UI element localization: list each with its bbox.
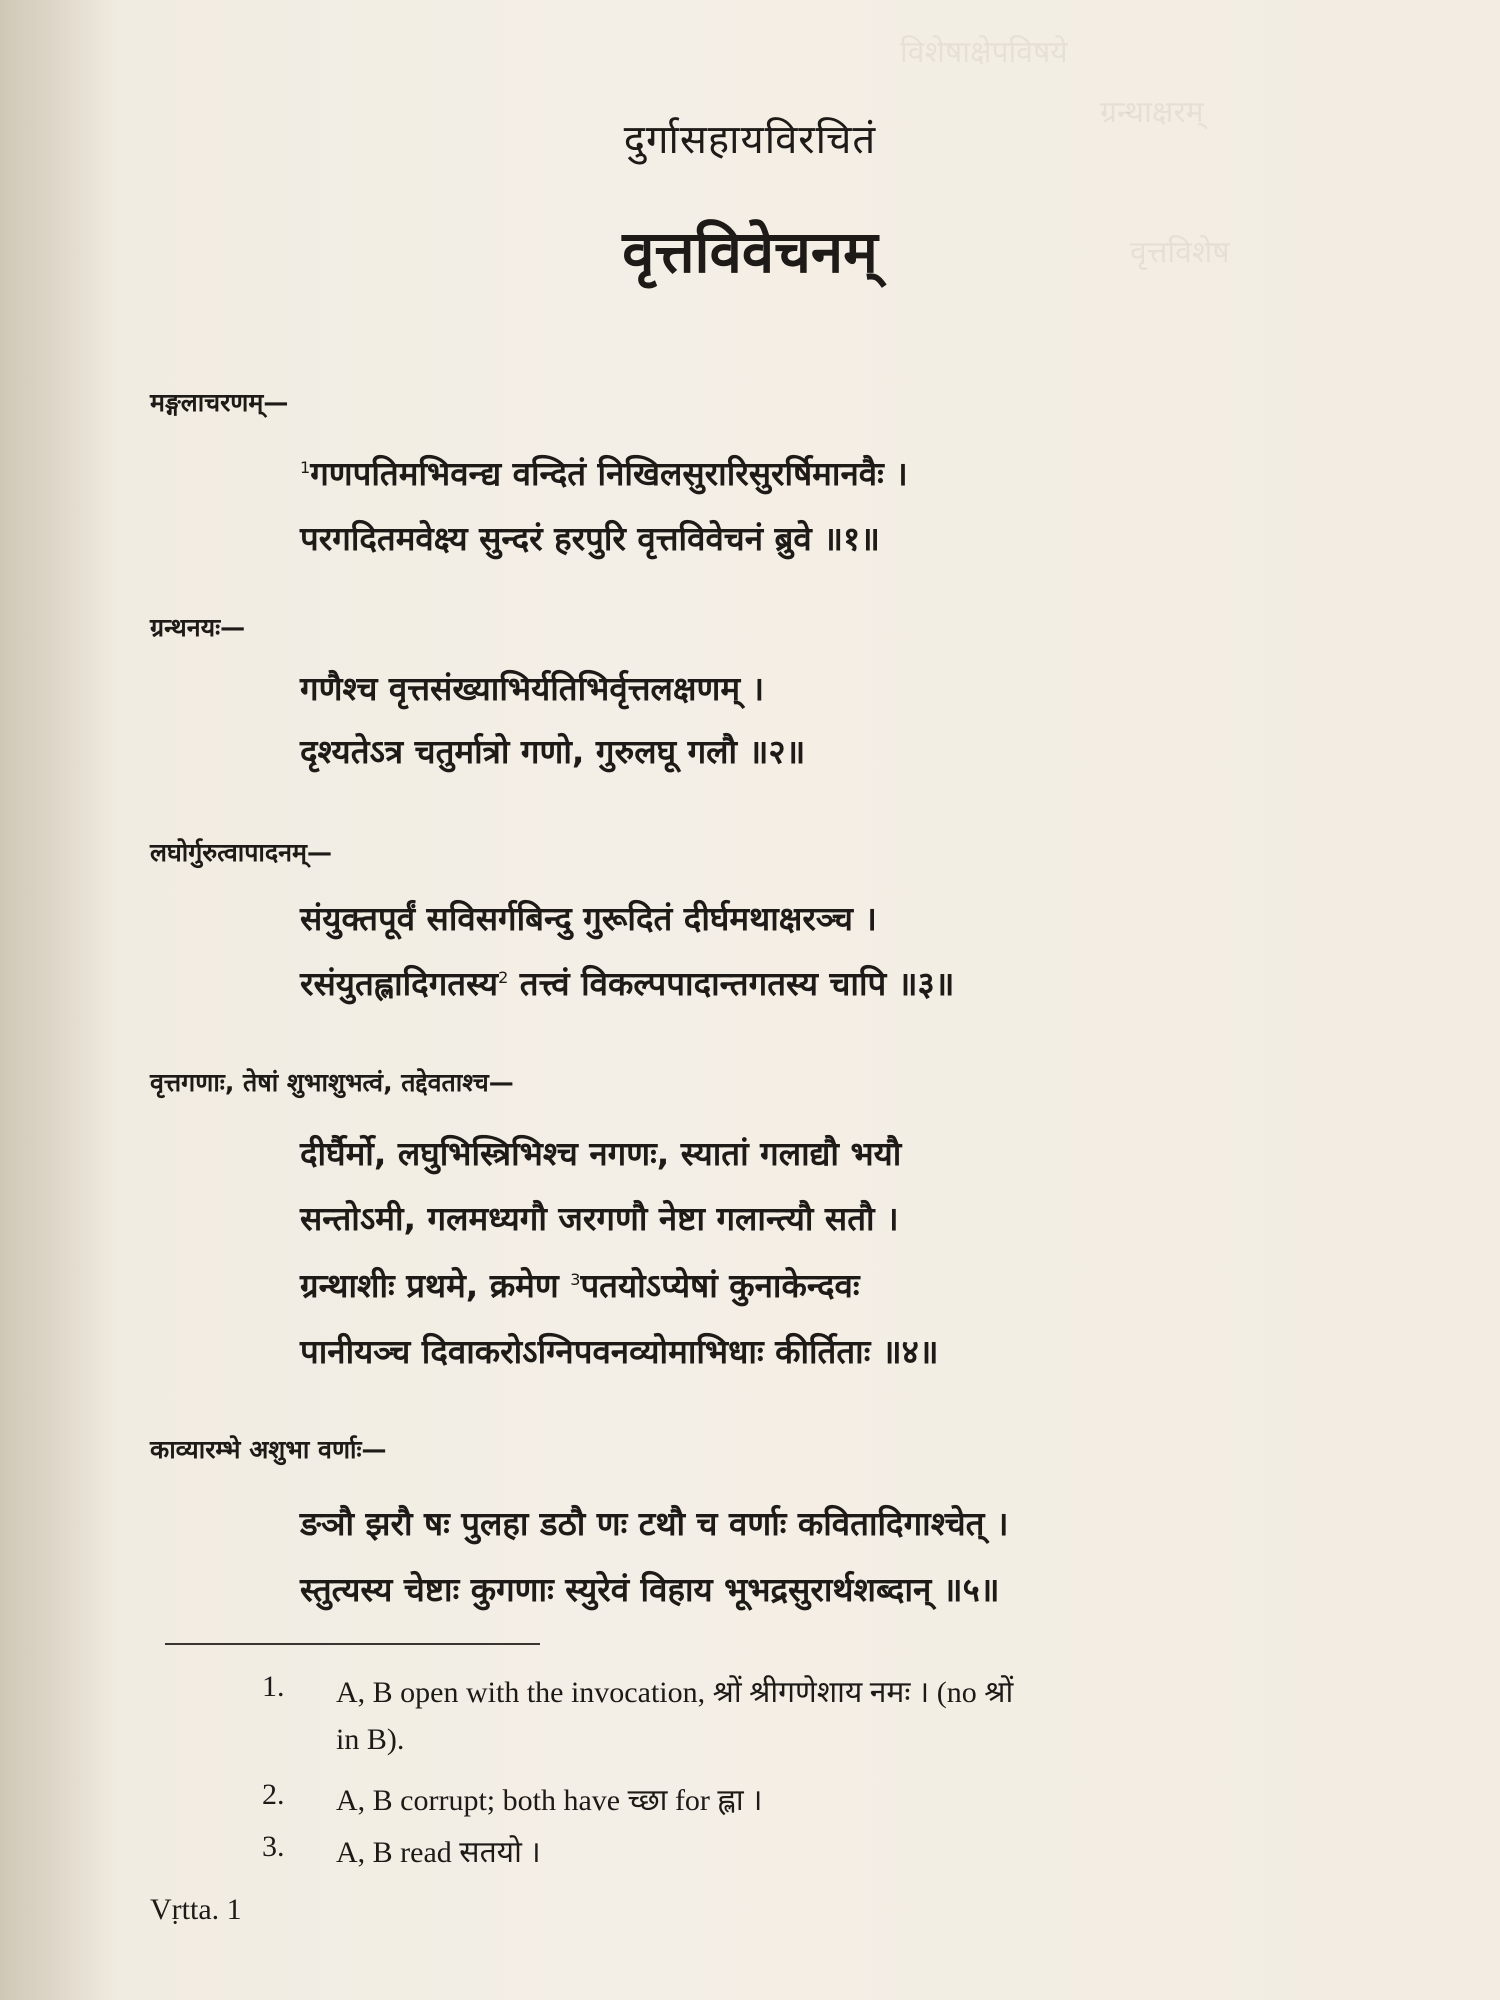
section-heading: लघोर्गुरुत्वापादनम्—	[150, 838, 333, 867]
show-through-text: विशेषाक्षेपविषये	[900, 35, 1068, 70]
verse-line: स्तुत्यस्य चेष्टाः कुगणाः स्युरेवं विहाय भूभद्रसुरार्थशब्दान् ॥५॥	[300, 1570, 1000, 1609]
verse-line: पानीयञ्च दिवाकरोऽग्निपवनव्योमाभिधाः कीर्तिताः ॥४॥	[300, 1332, 939, 1371]
footnote-number: 3.	[262, 1830, 285, 1863]
verse-line: दीर्घैर्मो, लघुभिस्त्रिभिश्च नगणः, स्यातां गलाद्यौ भयौ	[300, 1134, 902, 1173]
section-heading: मङ्गलाचरणम्—	[150, 388, 289, 417]
show-through-text: ग्रन्थाक्षरम्	[1100, 95, 1204, 130]
verse-line: गणैश्च वृत्तसंख्याभिर्यतिभिर्वृत्तलक्षणम् ।	[300, 669, 765, 708]
verse-text: रसंयुतह्लादिगतस्य	[300, 964, 499, 1003]
verse-line: संयुक्तपूर्वं सविसर्गबिन्दु गुरूदितं दीर्घमथाक्षरञ्च ।	[300, 899, 877, 938]
verse-line: दृश्यतेऽत्र चतुर्मात्रो गणो, गुरुलघू गलौ ॥२॥	[300, 732, 806, 771]
footnote-marker: 2	[498, 968, 509, 987]
footnote-marker: 1	[300, 458, 311, 477]
verse-text: गणपतिमभिवन्द्य वन्दितं निखिलसुरारिसुरर्षिमानवैः ।	[310, 454, 908, 493]
page-edge-shadow	[0, 0, 120, 2000]
verse-line: परगदितमवेक्ष्य सुन्दरं हरपुरि वृत्तविवेचनं ब्रुवे ॥१॥	[300, 519, 880, 558]
footnote-marker: 3	[570, 1270, 581, 1289]
page-signature: Vṛtta. 1	[150, 1893, 242, 1926]
footnote-number: 1.	[262, 1670, 285, 1703]
verse-line	[300, 450, 908, 495]
page-title: वृत्तविवेचनम्	[622, 218, 878, 286]
footnote-number: 2.	[262, 1778, 285, 1811]
verse-line	[300, 1262, 860, 1307]
verse-text: ग्रन्थाशीः प्रथमे, क्रमेण	[300, 1266, 571, 1305]
show-through-text: वृत्तविशेष	[1130, 235, 1230, 270]
section-heading: काव्यारम्भे अशुभा वर्णाः—	[150, 1435, 387, 1464]
verse-line: सन्तोऽमी, गलमध्यगौ जरगणौ नेष्टा गलान्त्यौ सतौ ।	[300, 1199, 899, 1238]
footnote-text: in B).	[336, 1723, 405, 1756]
verse-text: पतयोऽप्येषां कुनाकेन्दवः	[580, 1266, 860, 1305]
author-line: दुर्गासहायविरचितं	[623, 117, 877, 163]
section-heading: वृत्तगणाः, तेषां शुभाशुभत्वं, तद्देवताश्च—	[150, 1068, 514, 1097]
verse-line	[300, 960, 954, 1005]
footnote-text: A, B read सतयो ।	[336, 1836, 541, 1869]
verse-text: तत्त्वं विकल्पपादान्तगतस्य चापि ॥३॥	[508, 964, 955, 1003]
footnote-rule	[165, 1643, 540, 1645]
footnote-text: A, B open with the invocation, श्रों श्रीगणेशाय नमः । (no श्रों	[336, 1676, 1014, 1709]
section-heading: ग्रन्थनयः—	[150, 613, 246, 642]
footnote-text: A, B corrupt; both have च्छा for ह्ला ।	[336, 1784, 763, 1817]
verse-line: ङञौ झरौ षः पुलहा डठौ णः टथौ च वर्णाः कवितादिगाश्चेत् ।	[300, 1504, 1009, 1543]
